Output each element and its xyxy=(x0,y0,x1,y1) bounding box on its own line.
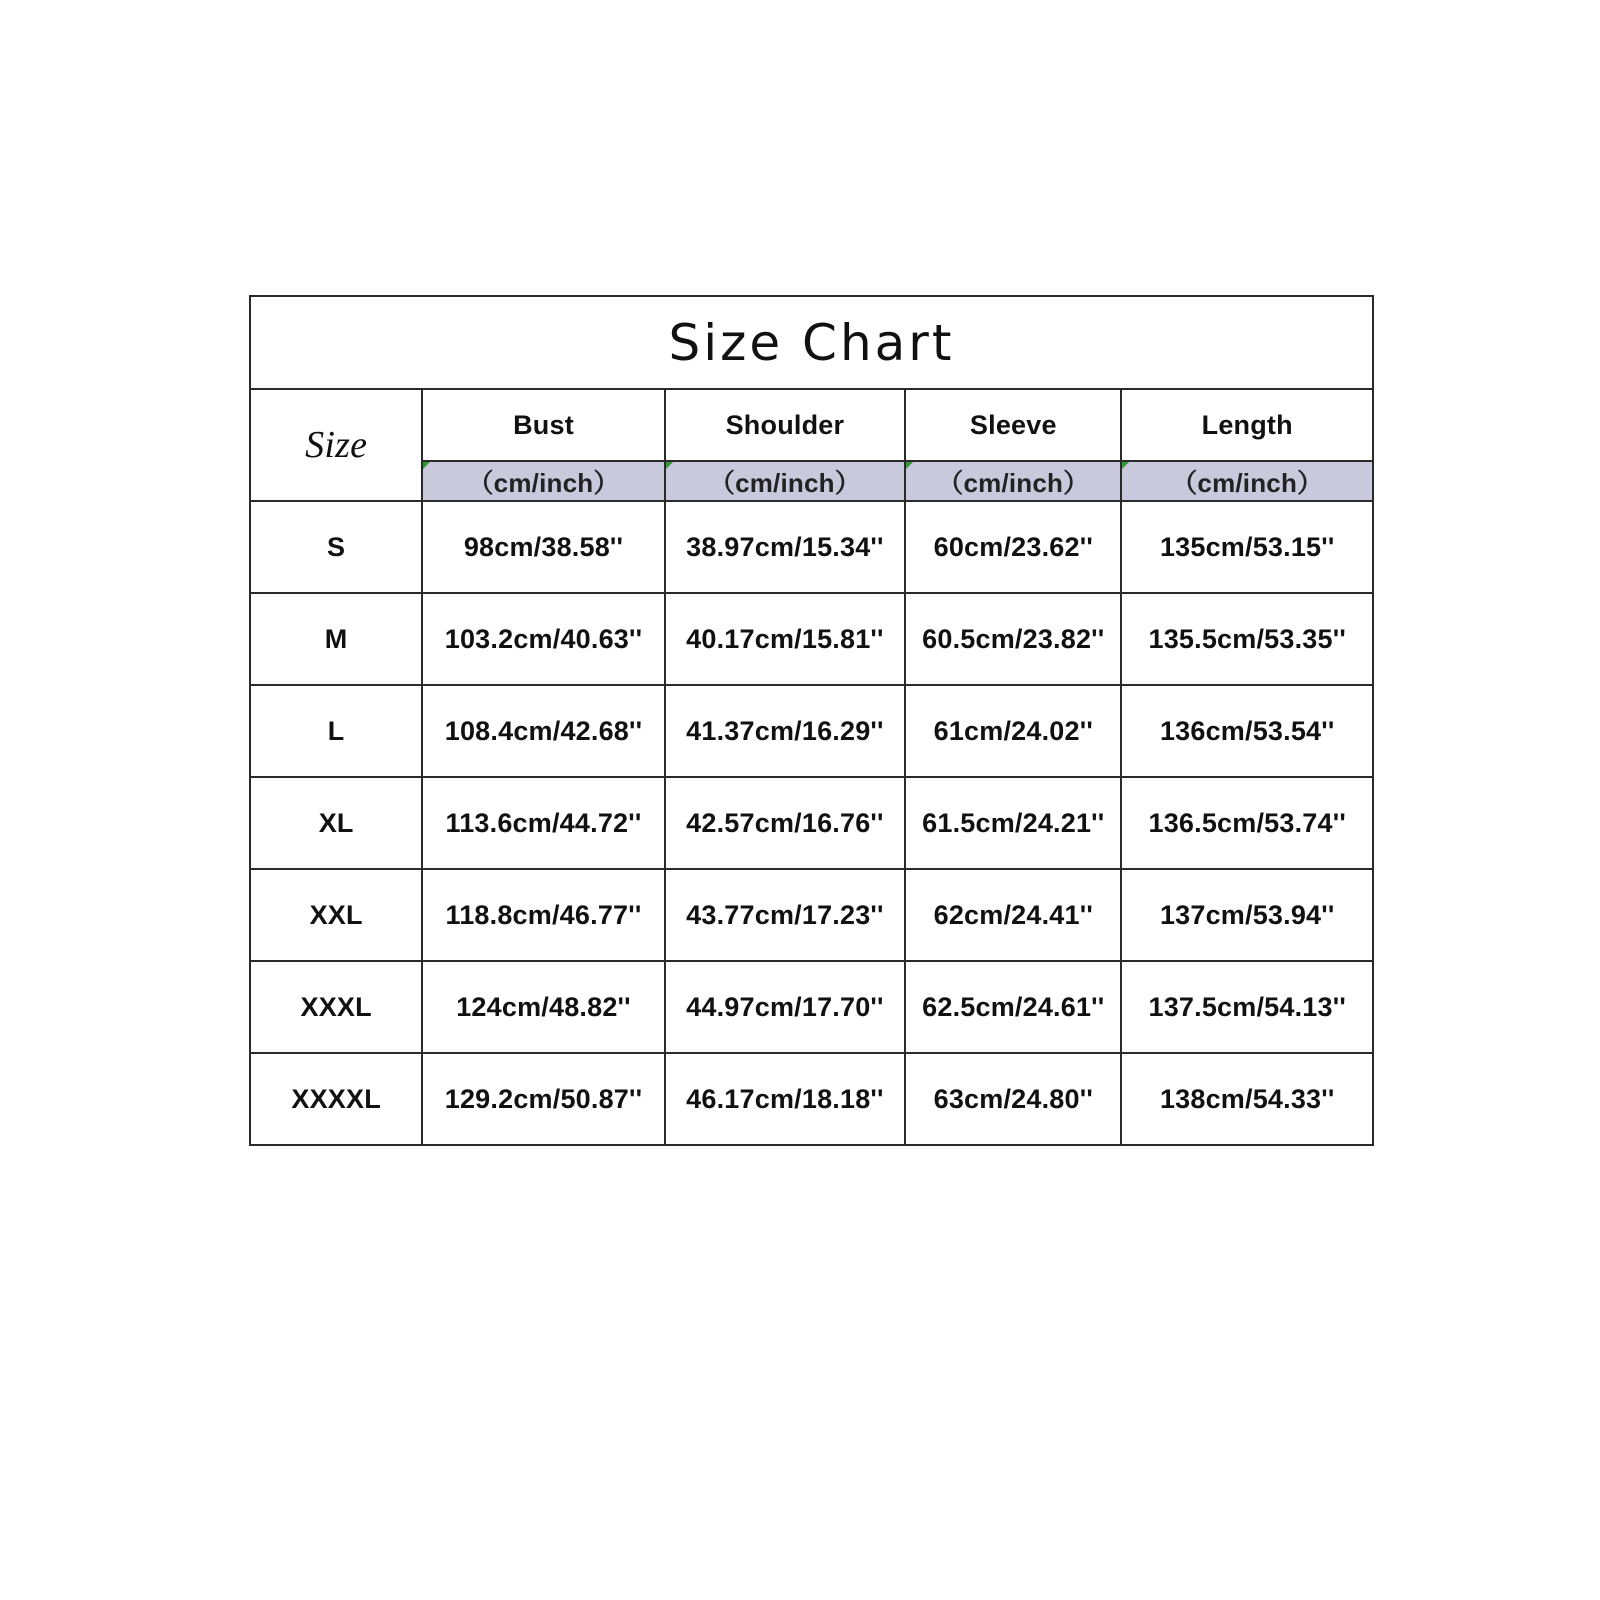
shoulder-cell: 43.77cm/17.23'' xyxy=(665,869,905,961)
size-cell: XL xyxy=(250,777,422,869)
shoulder-cell: 44.97cm/17.70'' xyxy=(665,961,905,1053)
table-row xyxy=(250,1053,1373,1145)
shoulder-cell: 41.37cm/16.29'' xyxy=(665,685,905,777)
shoulder-column-header: Shoulder xyxy=(665,389,905,461)
shoulder-unit-label: （cm/inch） xyxy=(665,461,905,501)
length-cell: 138cm/54.33'' xyxy=(1121,1053,1373,1145)
bust-column-header: Bust xyxy=(422,389,664,461)
size-cell: XXXL xyxy=(250,961,422,1053)
size-cell: XXL xyxy=(250,869,422,961)
length-cell: 135.5cm/53.35'' xyxy=(1121,593,1373,685)
shoulder-cell: 46.17cm/18.18'' xyxy=(665,1053,905,1145)
bust-cell: 113.6cm/44.72'' xyxy=(422,777,664,869)
table-row xyxy=(250,501,1373,593)
length-column-header: Length xyxy=(1121,389,1373,461)
size-column-header: Size xyxy=(250,389,422,501)
table-row xyxy=(250,685,1373,777)
length-cell: 136cm/53.54'' xyxy=(1121,685,1373,777)
bust-cell: 124cm/48.82'' xyxy=(422,961,664,1053)
length-cell: 136.5cm/53.74'' xyxy=(1121,777,1373,869)
length-cell: 137cm/53.94'' xyxy=(1121,869,1373,961)
size-cell: S xyxy=(250,501,422,593)
bust-cell: 108.4cm/42.68'' xyxy=(422,685,664,777)
size-chart-table xyxy=(249,295,1374,1146)
sleeve-cell: 62.5cm/24.61'' xyxy=(905,961,1121,1053)
sleeve-cell: 61cm/24.02'' xyxy=(905,685,1121,777)
shoulder-cell: 38.97cm/15.34'' xyxy=(665,501,905,593)
length-cell: 137.5cm/54.13'' xyxy=(1121,961,1373,1053)
sleeve-cell: 60.5cm/23.82'' xyxy=(905,593,1121,685)
sleeve-cell: 62cm/24.41'' xyxy=(905,869,1121,961)
shoulder-cell: 42.57cm/16.76'' xyxy=(665,777,905,869)
bust-cell: 103.2cm/40.63'' xyxy=(422,593,664,685)
length-unit-label: （cm/inch） xyxy=(1121,461,1373,501)
chart-title: Size Chart xyxy=(250,296,1373,389)
sleeve-cell: 63cm/24.80'' xyxy=(905,1053,1121,1145)
bust-cell: 129.2cm/50.87'' xyxy=(422,1053,664,1145)
table-row xyxy=(250,961,1373,1053)
table-row xyxy=(250,593,1373,685)
sleeve-column-header: Sleeve xyxy=(905,389,1121,461)
bust-cell: 98cm/38.58'' xyxy=(422,501,664,593)
bust-unit-label: （cm/inch） xyxy=(422,461,664,501)
size-cell: M xyxy=(250,593,422,685)
column-header-row xyxy=(250,389,1373,461)
sleeve-unit-label: （cm/inch） xyxy=(905,461,1121,501)
size-cell: XXXXL xyxy=(250,1053,422,1145)
shoulder-cell: 40.17cm/15.81'' xyxy=(665,593,905,685)
size-cell: L xyxy=(250,685,422,777)
title-row xyxy=(250,296,1373,389)
bust-cell: 118.8cm/46.77'' xyxy=(422,869,664,961)
length-cell: 135cm/53.15'' xyxy=(1121,501,1373,593)
table-row xyxy=(250,777,1373,869)
sleeve-cell: 60cm/23.62'' xyxy=(905,501,1121,593)
table-row xyxy=(250,869,1373,961)
sleeve-cell: 61.5cm/24.21'' xyxy=(905,777,1121,869)
